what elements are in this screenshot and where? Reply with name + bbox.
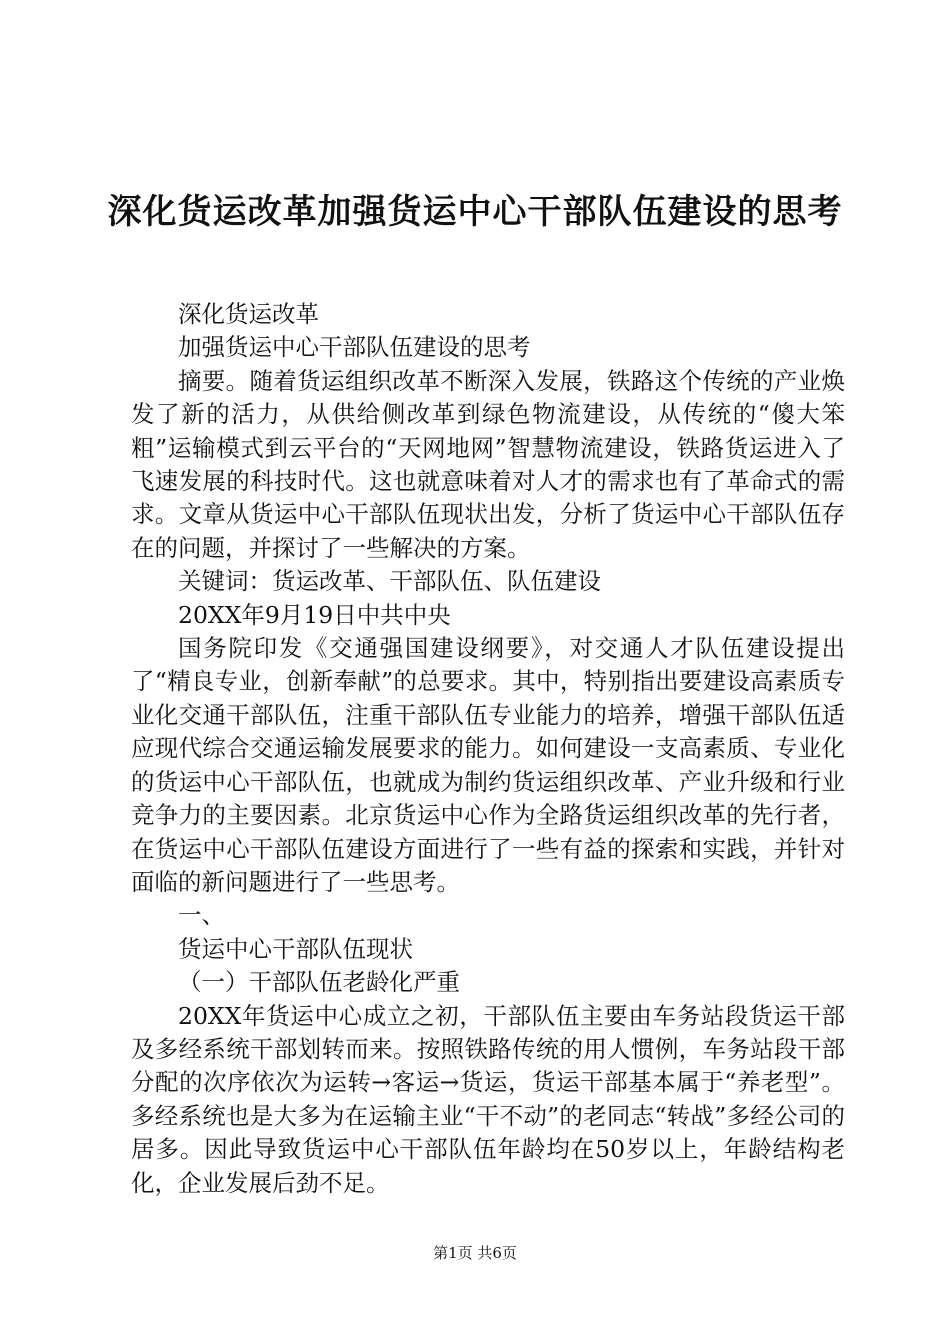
paragraph-intro: 国务院印发《交通强国建设纲要》，对交通人才队伍建设提出了“精良专业，创新奉献”的总要求。其中，特别指出要建设高素质专业化交通干部队伍，注重干部队伍专业能力的培养，增强干部队伍适应现代综合交通运输发展要求的能力。如何建设一支高素质、专业化的货运中心干部队伍，也就成为制约货运组织改革、产业升级和行业竞争力的主要因素。北京货运中心作为全路货运组织改革的先行者，在货运中心干部队伍建设方面进行了一些有益的探索和实践，并针对面临的新问题进行了一些思考。	[131, 634, 845, 896]
document-body	[131, 298, 845, 1200]
section-number: 一、	[178, 901, 225, 930]
paragraph-abstract: 摘要。随着货运组织改革不断深入发展，铁路这个传统的产业焕发了新的活力，从供给侧改革到绿色物流建设，从传统的“傻大笨粗”运输模式到云平台的“天网地网”智慧物流建设，铁路货运进入了飞速发展的科技时代。这也就意味着对人才的需求也有了革命式的需求。文章从货运中心干部队伍现状出发，分析了货运中心干部队伍存在的问题，并探讨了一些解决的方案。	[131, 366, 845, 562]
subsection-heading: （一）干部队伍老龄化严重	[178, 968, 460, 997]
paragraph-heading-1: 深化货运改革	[178, 300, 319, 328]
section-heading: 货运中心干部队伍现状	[178, 934, 413, 963]
document-title: 深化货运改革加强货运中心干部队伍建设的思考	[107, 192, 843, 232]
paragraph-body: 20XX年货运中心成立之初，干部队伍主要由车务站段货运干部及多经系统干部划转而来。按照铁路传统的用人惯例，车务站段干部分配的次序依次为运转→客运→货运，货运干部基本属于“养老型”。多经系统也是大多为在运输主业“干不动”的老同志“转战”多经公司的居多。因此导致货运中心干部队伍年龄均在50岁以上，年龄结构老化，企业发展后劲不足。	[131, 1001, 845, 1197]
page-footer: 第1页 共6页	[433, 1244, 517, 1262]
paragraph-date: 20XX年9月19日中共中央	[178, 600, 451, 629]
paragraph-keywords: 关键词：货运改革、干部队伍、队伍建设	[178, 567, 601, 596]
paragraph-heading-2: 加强货运中心干部队伍建设的思考	[178, 333, 531, 362]
